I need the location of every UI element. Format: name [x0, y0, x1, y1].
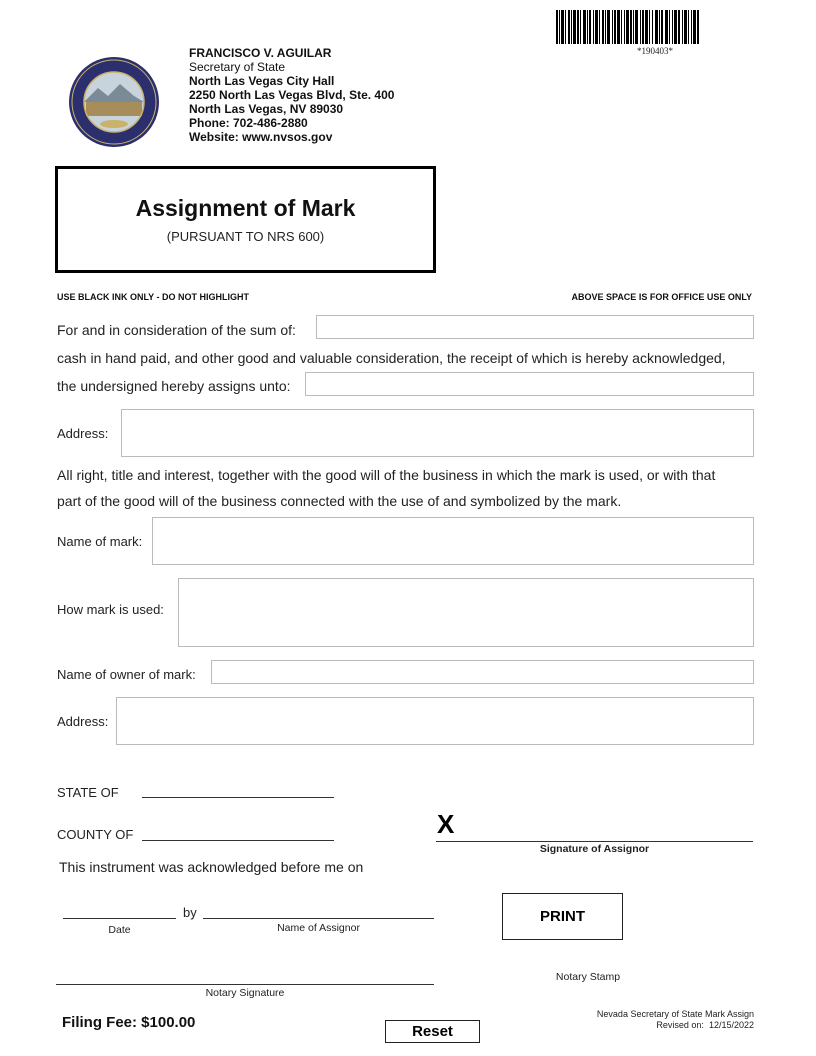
barcode-bar: [645, 10, 648, 44]
reset-button[interactable]: Reset: [385, 1020, 480, 1043]
sos-street: 2250 North Las Vegas Blvd, Ste. 400: [189, 88, 395, 102]
barcode-bar: [665, 10, 668, 44]
assigns-label: the undersigned hereby assigns unto:: [57, 378, 291, 394]
barcode-bar: [672, 10, 673, 44]
barcode-bar: [649, 10, 650, 44]
barcode-bar: [587, 10, 588, 44]
assignor-name-caption: Name of Assignor: [277, 922, 360, 934]
assignor-signature-line[interactable]: [436, 841, 753, 842]
barcode-bar: [669, 10, 670, 44]
barcode-bar: [583, 10, 586, 44]
barcode-bar: [605, 10, 606, 44]
barcode-bar: [633, 10, 634, 44]
notary-signature-caption: Notary Signature: [205, 987, 285, 999]
barcode-bar: [659, 10, 660, 44]
revised-label: Revised on:: [656, 1020, 704, 1030]
rights-text-2: part of the good will of the business connected with the use of and symbolized by the mark.: [57, 493, 622, 509]
consideration-label: For and in consideration of the sum of:: [57, 322, 296, 338]
barcode-bar: [602, 10, 604, 44]
barcode-bar: [652, 10, 653, 44]
barcode-bar: [559, 10, 560, 44]
barcode-bar: [682, 10, 683, 44]
barcode-bar: [630, 10, 632, 44]
signature-x-mark: X: [437, 809, 455, 839]
barcode-bar: [599, 10, 600, 44]
county-line[interactable]: [142, 840, 334, 841]
acknowledgement-text: This instrument was acknowledged before me on: [59, 859, 364, 875]
mark-use-label: How mark is used:: [57, 602, 164, 617]
sos-website: Website: www.nvsos.gov: [189, 130, 333, 144]
state-line[interactable]: [142, 797, 334, 798]
state-label: STATE OF: [57, 785, 119, 800]
nevada-seal-logo: [68, 56, 160, 153]
barcode-bar: [621, 10, 622, 44]
print-button[interactable]: PRINT: [502, 893, 623, 940]
barcode-bar: [607, 10, 610, 44]
barcode-bar: [571, 10, 572, 44]
barcode-bar: [684, 10, 687, 44]
barcode-bar: [688, 10, 689, 44]
barcode-bar: [614, 10, 616, 44]
barcode-bar: [693, 10, 696, 44]
barcode-bar: [642, 10, 644, 44]
barcode-bar: [624, 10, 625, 44]
owner-label: Name of owner of mark:: [57, 667, 196, 682]
assignee-address-label: Address:: [57, 426, 109, 441]
barcode-bar: [661, 10, 663, 44]
barcode-bar: [697, 10, 699, 44]
notary-signature-line[interactable]: [56, 984, 434, 985]
barcode-bar: [565, 10, 566, 44]
barcode-bar: [561, 10, 564, 44]
revised-date: 12/15/2022: [708, 1020, 754, 1030]
barcode-bar: [655, 10, 658, 44]
office-use-note: ABOVE SPACE IS FOR OFFICE USE ONLY: [571, 292, 752, 302]
by-label: by: [183, 905, 197, 920]
receipt-text: cash in hand paid, and other good and valuable consideration, the receipt of which is hereby acknowledged,: [57, 350, 726, 366]
filing-fee: Filing Fee: $100.00: [62, 1014, 196, 1031]
mark-use-input[interactable]: [178, 578, 754, 647]
county-label: COUNTY OF: [57, 827, 134, 842]
barcode-bar: [556, 10, 558, 44]
assignee-address-input[interactable]: [121, 409, 754, 457]
barcode-bar: [593, 10, 594, 44]
barcode-bar: [580, 10, 581, 44]
owner-address-input[interactable]: [116, 697, 754, 745]
sos-name: FRANCISCO V. AGUILAR: [189, 46, 332, 60]
signature-caption: Signature of Assignor: [539, 843, 650, 855]
date-line[interactable]: [63, 918, 176, 919]
barcode-bar: [640, 10, 641, 44]
barcode-bar: [577, 10, 579, 44]
barcode-bar: [635, 10, 638, 44]
barcode-bar: [612, 10, 613, 44]
barcode-bar: [617, 10, 620, 44]
page-subtitle: (PURSUANT TO NRS 600): [166, 229, 325, 244]
owner-address-label: Address:: [57, 714, 109, 729]
notary-stamp-caption: Notary Stamp: [555, 971, 621, 983]
barcode-bar: [568, 10, 570, 44]
barcode-bar: [626, 10, 629, 44]
ink-note: USE BLACK INK ONLY - DO NOT HIGHLIGHT: [57, 292, 250, 302]
barcode: [556, 10, 752, 44]
sos-city: North Las Vegas, NV 89030: [189, 102, 344, 116]
page-title: Assignment of Mark: [135, 195, 356, 221]
sos-contact-block: [189, 46, 394, 144]
mark-name-label: Name of mark:: [57, 534, 143, 549]
barcode-bar: [595, 10, 598, 44]
sos-phone: Phone: 702-486-2880: [189, 116, 308, 130]
sos-office: North Las Vegas City Hall: [189, 74, 335, 88]
barcode-bar: [678, 10, 680, 44]
consideration-input[interactable]: [316, 315, 754, 339]
mark-name-input[interactable]: [152, 517, 754, 565]
barcode-bar: [573, 10, 576, 44]
date-caption: Date: [108, 924, 131, 936]
barcode-bar: [691, 10, 692, 44]
owner-input[interactable]: [211, 660, 754, 684]
form-name: Nevada Secretary of State Mark Assign: [596, 1009, 754, 1019]
barcode-bar: [674, 10, 677, 44]
revision-info: [656, 1020, 754, 1030]
barcode-number: *190403*: [637, 46, 673, 56]
title-box: [55, 166, 436, 273]
sos-title: Secretary of State: [189, 60, 286, 74]
assignor-name-line[interactable]: [203, 918, 434, 919]
barcode-bar: [589, 10, 591, 44]
assignee-input[interactable]: [305, 372, 754, 396]
rights-text-1: All right, title and interest, together with the good will of the business in which the mark is used, or with that: [57, 467, 716, 483]
